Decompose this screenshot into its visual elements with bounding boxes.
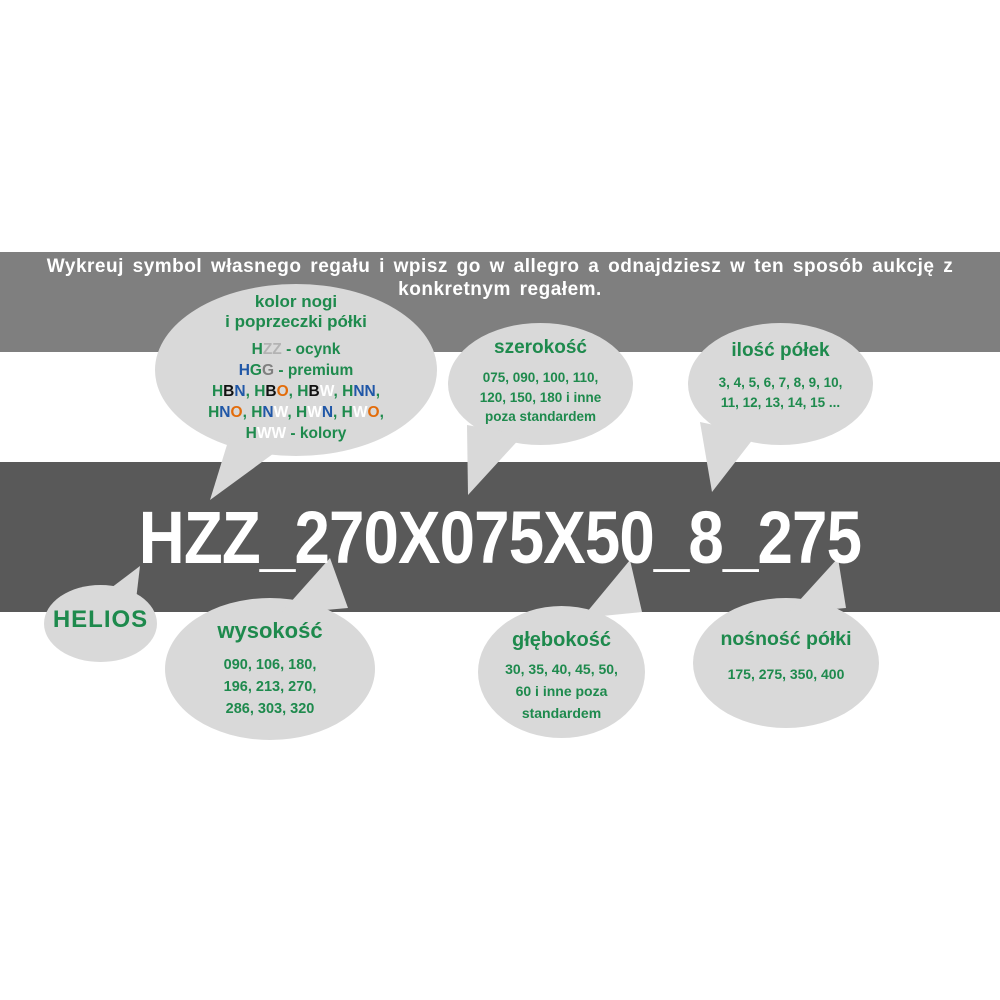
kolor-code-line: HBN, HBO, HBW, HNN, — [211, 383, 381, 400]
header-line-2: konkretnym regałem. — [398, 279, 602, 300]
bubble-szerokosc-content — [448, 337, 633, 427]
bubble-ilosc-content — [688, 340, 873, 413]
kolor-title-line-1: kolor nogi — [254, 292, 338, 311]
wysokosc-title: wysokość — [217, 618, 323, 643]
ilosc-values-line: 11, 12, 13, 14, 15 ... — [720, 395, 841, 410]
product-code — [0, 462, 1000, 612]
kolor-code-line: HNO, HNW, HWN, HWO, — [208, 404, 384, 421]
nosnosc-title: nośność półki — [720, 628, 852, 650]
glebokosc-values-line: standardem — [521, 705, 602, 721]
bubble-nosnosc-content — [693, 628, 879, 684]
szerokosc-values-line: poza standardem — [484, 409, 597, 424]
kolor-title-line-2: i poprzeczki półki — [225, 312, 367, 331]
bubble-glebokosc-content — [478, 628, 645, 724]
product-code-text: HZZ_270X075X50_8_275 — [138, 495, 862, 579]
bubble-helios-content — [44, 606, 157, 634]
ilosc-title: ilość półek — [731, 340, 830, 361]
kolor-code-line: HZZ - ocynk — [251, 341, 341, 358]
nosnosc-values-line: 175, 275, 350, 400 — [727, 666, 845, 682]
bubble-wysokosc-content — [165, 618, 375, 720]
szerokosc-title: szerokość — [494, 337, 587, 358]
szerokosc-values-line: 075, 090, 100, 110, — [482, 370, 599, 385]
wysokosc-values-line: 286, 303, 320 — [225, 701, 315, 717]
wysokosc-values-line: 090, 106, 180, — [223, 657, 317, 673]
wysokosc-values-line: 196, 213, 270, — [223, 679, 317, 695]
header-line-1: Wykreuj symbol własnego regału i wpisz go w allegro a odnajdziesz w ten sposób aukcję z — [46, 256, 954, 277]
ilosc-values-line: 3, 4, 5, 6, 7, 8, 9, 10, — [718, 375, 843, 390]
header-text — [0, 255, 1000, 301]
glebokosc-title: głębokość — [512, 629, 611, 651]
glebokosc-values-line: 60 i inne poza — [515, 683, 608, 699]
bubble-kolor-content — [155, 292, 437, 444]
szerokosc-values-line: 120, 150, 180 i inne — [479, 389, 602, 405]
glebokosc-values-line: 30, 35, 40, 45, 50, — [505, 661, 618, 677]
kolor-code-line: HGG - premium — [238, 362, 354, 379]
kolor-code-line: HWW - kolory — [245, 425, 347, 442]
helios-label: HELIOS — [52, 606, 149, 633]
